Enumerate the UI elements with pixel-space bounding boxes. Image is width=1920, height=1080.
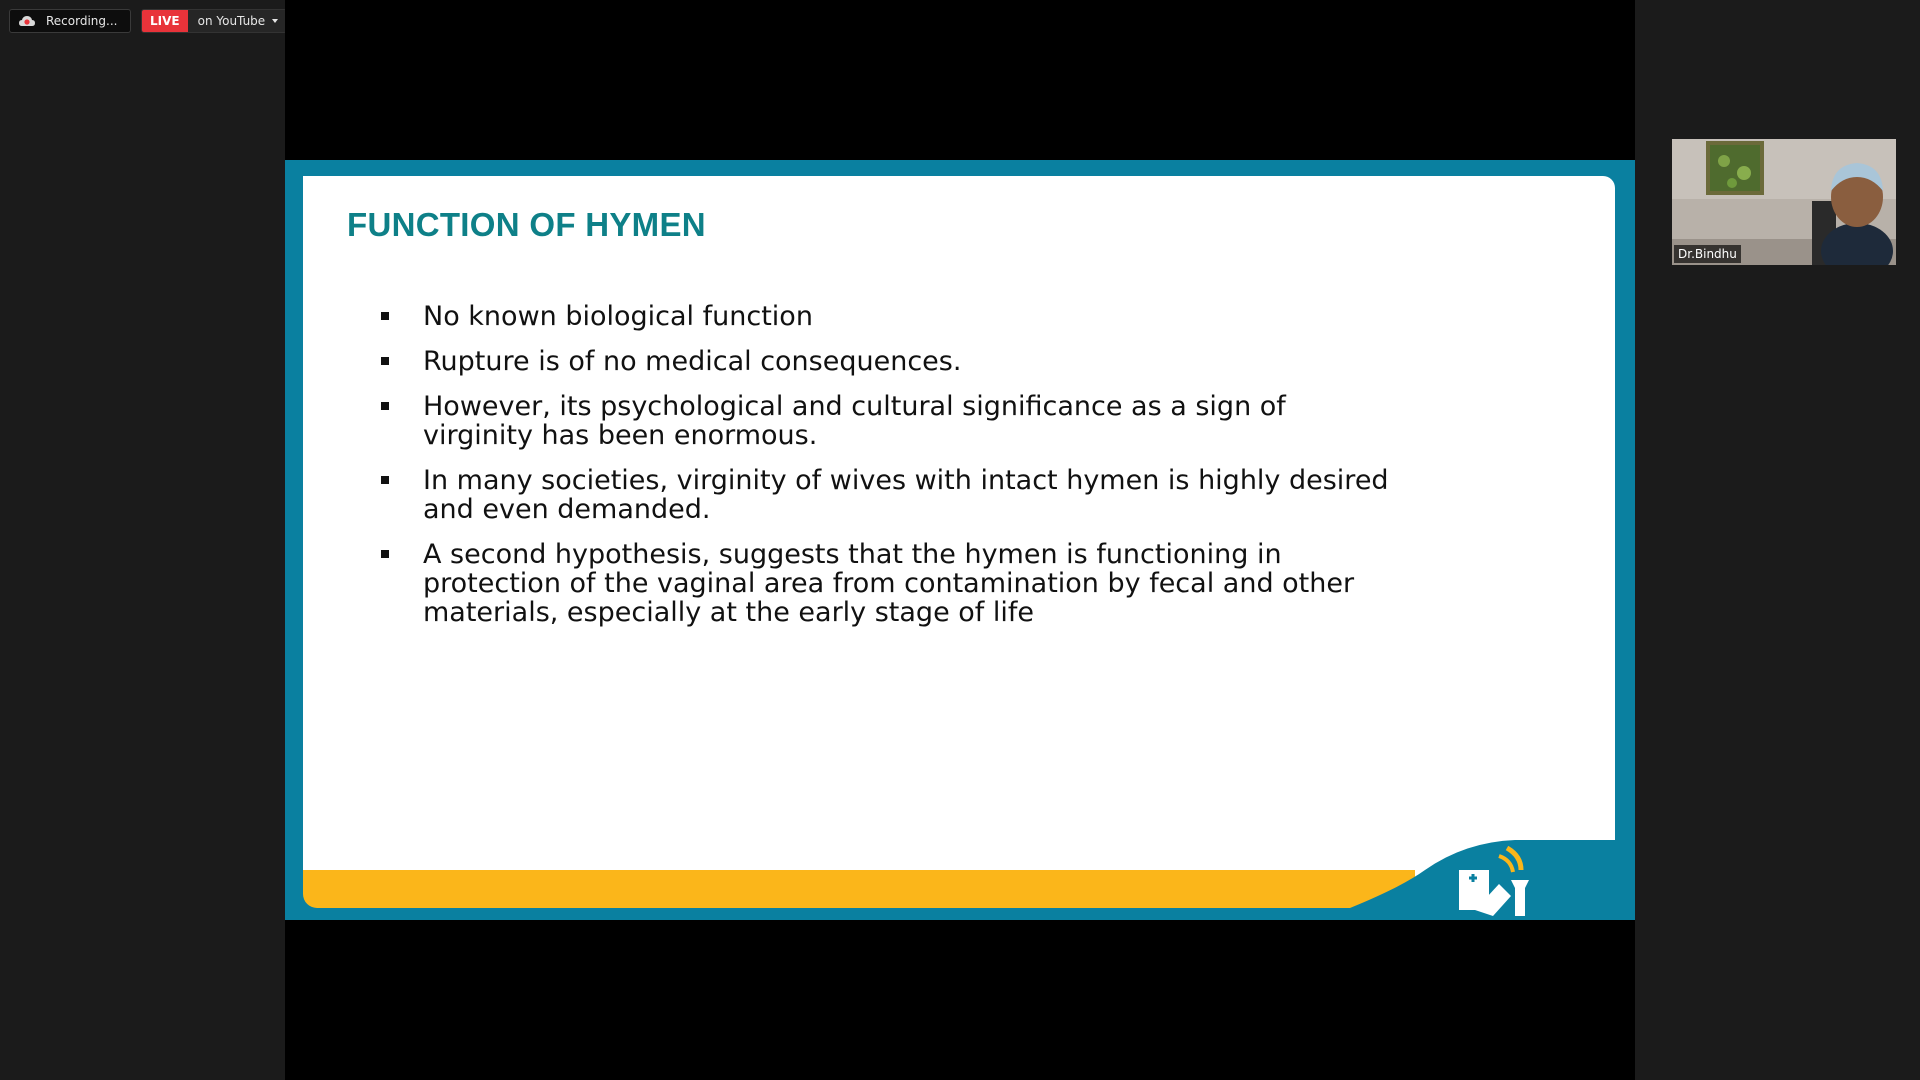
bullet-marker	[381, 312, 389, 320]
cloud-recording-icon	[18, 15, 36, 27]
live-badge: LIVE	[142, 10, 188, 32]
bullet-text: Rupture is of no medical consequences.	[423, 346, 962, 377]
participant-video-tile[interactable]	[1672, 139, 1896, 265]
bullet-marker	[381, 476, 389, 484]
bullet-marker	[381, 550, 389, 558]
participant-name-label: Dr.Bindhu	[1674, 245, 1741, 263]
shared-screen	[285, 0, 1635, 1080]
bullet-list	[381, 302, 1401, 643]
bullet-text: In many societies, virginity of wives with intact hymen is highly desired and even demanded.	[423, 465, 1389, 525]
bullet-item	[381, 302, 1401, 331]
recording-label: Recording...	[46, 14, 118, 28]
live-stream-control[interactable]	[141, 9, 287, 33]
bullet-item	[381, 347, 1401, 376]
recording-indicator[interactable]	[9, 9, 131, 33]
slide-accent-band	[303, 870, 1415, 908]
presentation-slide	[285, 160, 1635, 920]
slide-content-area	[303, 176, 1615, 908]
bullet-item	[381, 540, 1401, 627]
bullet-marker	[381, 402, 389, 410]
live-destination-dropdown[interactable]	[188, 10, 287, 32]
bullet-marker	[381, 357, 389, 365]
live-destination-label: on YouTube	[197, 14, 266, 28]
bullet-item	[381, 392, 1401, 450]
medical-logo-icon	[1455, 846, 1537, 920]
bullet-text: No known biological function	[423, 301, 813, 332]
bullet-text: A second hypothesis, suggests that the hymen is functioning in protection of the vaginal area from contamination by fecal and other materials, especially at the early stage of life	[423, 539, 1355, 628]
bullet-item	[381, 466, 1401, 524]
bullet-text: However, its psychological and cultural significance as a sign of virginity has been enormous.	[423, 391, 1286, 451]
chevron-down-icon	[272, 19, 278, 23]
slide-title: FUNCTION OF HYMEN	[347, 206, 706, 243]
